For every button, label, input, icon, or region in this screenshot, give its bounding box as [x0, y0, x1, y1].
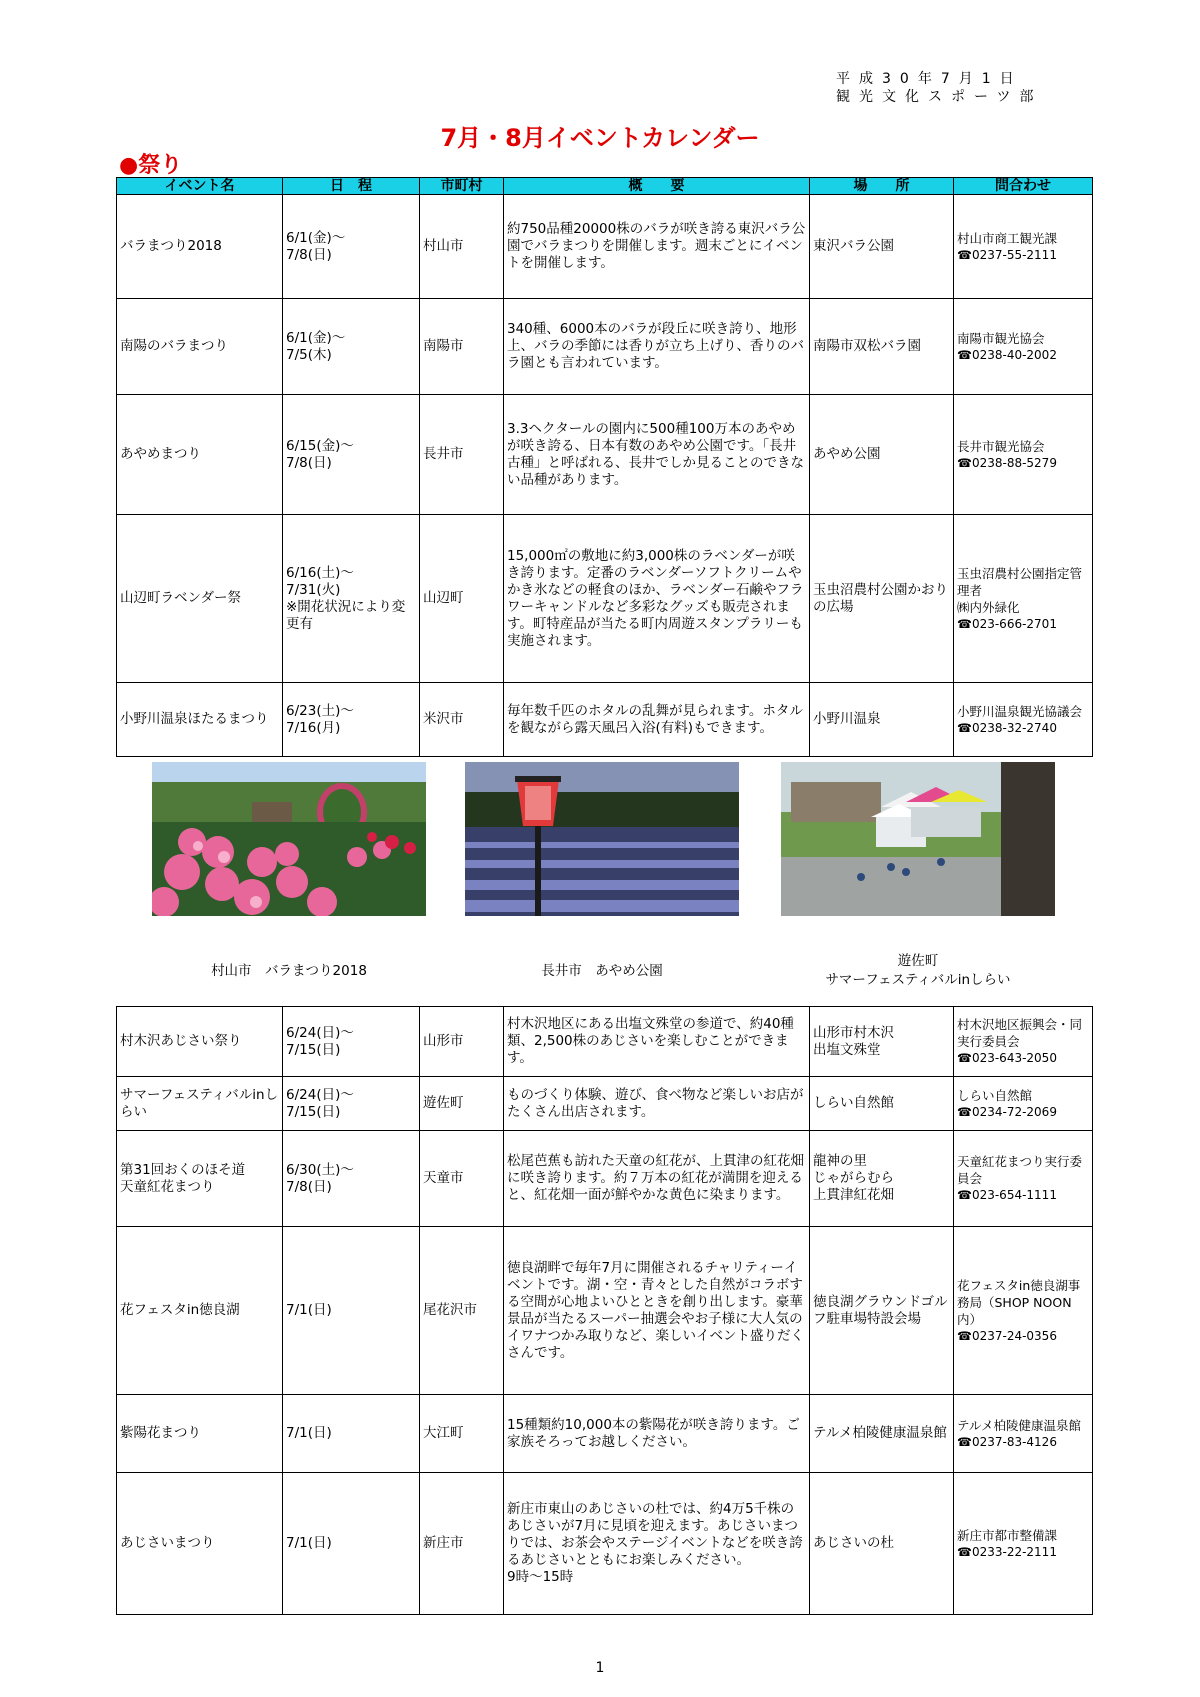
contact-phone: ☎023-643-2050 [957, 1051, 1057, 1065]
event-row [117, 1473, 1093, 1615]
event-date-cell: 7/1(日) [283, 1395, 420, 1473]
contact-name: 村山市商工観光課 [957, 230, 1058, 246]
event-place-cell: 徳良湖グラウンドゴルフ駐車場特設会場 [810, 1227, 954, 1395]
event-row [117, 1077, 1093, 1131]
event-city-cell: 村山市 [420, 195, 504, 299]
issue-date: 平成30年7月1日 [836, 71, 1023, 87]
event-row [117, 395, 1093, 515]
event-contact-cell [954, 1473, 1093, 1615]
event-summary-cell: 340種、6000本のバラが段丘に咲き誇り、地形上、バラの季節には香りが立ち上げり、香りのバラ園とも言われています。 [504, 299, 810, 395]
contact-name: 小野川温泉観光協議会 [957, 703, 1083, 719]
event-summary-cell: 毎年数千匹のホタルの乱舞が見られます。ホタルを観ながら露天風呂入浴(有料)もできます。 [504, 683, 810, 757]
photo-iris-park [465, 762, 739, 916]
department: 観光文化スポーツ部 [836, 89, 1043, 105]
event-contact-cell [954, 1131, 1093, 1227]
event-place-cell: 東沢バラ公園 [810, 195, 954, 299]
contact-phone: ☎023-654-1111 [957, 1188, 1057, 1202]
col-header-place: 場 所 [810, 178, 954, 195]
event-date-cell: 6/16(土)～ 7/31(火) ※開花状況により変更有 [283, 515, 420, 683]
col-header-date: 日 程 [283, 178, 420, 195]
event-summary-cell: 徳良湖畔で毎年7月に開催されるチャリティーイベントです。湖・空・青々とした自然がコラボする空間が心地よいひとときを創り出します。豪華景品が当たるスーパー抽選会やお子様に大人気のイワナつかみ取りなど、楽しいイベント盛りだくさんです。 [504, 1227, 810, 1395]
event-summary-cell: 15,000㎡の敷地に約3,000株のラベンダーが咲き誇ります。定番のラベンダーソフトクリームやかき氷などの軽食のほか、ラベンダー石鹸やフラワーキャンドルなど多彩なグッズも販売されます。町特産品が当たる町内周遊スタンプラリーも実施されます。 [504, 515, 810, 683]
event-name-cell: 小野川温泉ほたるまつり [117, 683, 283, 757]
event-city-cell: 長井市 [420, 395, 504, 515]
event-contact-cell [954, 299, 1093, 395]
photo-summer-festival [781, 762, 1055, 916]
event-place-cell: あじさいの杜 [810, 1473, 954, 1615]
event-summary-cell: ものづくり体験、遊び、食べ物など楽しいお店がたくさん出店されます。 [504, 1077, 810, 1131]
event-summary-cell: 3.3ヘクタールの園内に500種100万本のあやめが咲き誇る、日本有数のあやめ公園です。「長井古種」と呼ばれる、長井でしか見ることのできない品種があります。 [504, 395, 810, 515]
event-date-cell: 6/1(金)～ 7/8(日) [283, 195, 420, 299]
header-date-block [836, 70, 1042, 106]
event-name-cell: バラまつり2018 [117, 195, 283, 299]
contact-name: 長井市観光協会 [957, 438, 1045, 454]
event-row [117, 1227, 1093, 1395]
event-summary-cell: 松尾芭蕉も訪れた天童の紅花が、上貫津の紅花畑に咲き誇ります。約７万本の紅花が満開を迎えると、紅花畑一面が鮮やかな黄色に染まります。 [504, 1131, 810, 1227]
event-date-cell: 7/1(日) [283, 1473, 420, 1615]
event-row [117, 195, 1093, 299]
event-date-cell: 6/23(土)～ 7/16(月) [283, 683, 420, 757]
event-row [117, 299, 1093, 395]
event-date-cell: 6/15(金)～ 7/8(日) [283, 395, 420, 515]
event-place-cell: 南陽市双松バラ園 [810, 299, 954, 395]
event-table-2 [116, 1006, 1093, 1615]
event-contact-cell [954, 1007, 1093, 1077]
event-city-cell: 米沢市 [420, 683, 504, 757]
event-contact-cell [954, 515, 1093, 683]
contact-phone: ☎0237-24-0356 [957, 1328, 1057, 1343]
contact-name: 村木沢地区振興会・同実行委員会 [957, 1017, 1083, 1049]
contact-phone: ☎0234-72-2069 [957, 1104, 1057, 1119]
contact-name: 天童紅花まつり実行委員会 [957, 1154, 1083, 1186]
event-city-cell: 新庄市 [420, 1473, 504, 1615]
col-header-city: 市町村 [420, 178, 504, 195]
event-date-cell: 6/24(日)～ 7/15(日) [283, 1007, 420, 1077]
event-summary-cell: 15種類約10,000本の紫陽花が咲き誇ります。ご家族そろってお越しください。 [504, 1395, 810, 1473]
contact-name: 玉虫沼農村公園指定管理者 ㈱内外緑化 [957, 565, 1083, 615]
event-date-cell: 6/24(日)～ 7/15(日) [283, 1077, 420, 1131]
event-contact-cell [954, 1395, 1093, 1473]
event-place-cell: 玉虫沼農村公園かおりの広場 [810, 515, 954, 683]
event-place-cell: 山形市村木沢 出塩文殊堂 [810, 1007, 954, 1077]
photo-caption-2: 長井市 あやめ公園 [541, 963, 663, 979]
event-date-cell: 6/1(金)～ 7/5(木) [283, 299, 420, 395]
event-contact-cell [954, 1077, 1093, 1131]
event-name-cell: 南陽のバラまつり [117, 299, 283, 395]
contact-name: 新庄市都市整備課 [957, 1527, 1058, 1543]
photo-caption-1: 村山市 バラまつり2018 [211, 963, 367, 979]
contact-phone: ☎0238-40-2002 [957, 347, 1057, 362]
contact-phone: ☎0237-55-2111 [957, 247, 1057, 262]
event-name-cell: あじさいまつり [117, 1473, 283, 1615]
page-number: 1 [595, 1660, 605, 1676]
photo-rose-festival [152, 762, 426, 916]
event-name-cell: 第31回おくのほそ道 天童紅花まつり [117, 1131, 283, 1227]
event-summary-cell: 村木沢地区にある出塩文殊堂の参道で、約40種類、2,500株のあじさいを楽しむことができます。 [504, 1007, 810, 1077]
event-summary-cell: 新庄市東山のあじさいの杜では、約4万5千株のあじさいが7月に見頃を迎えます。あじさいまつりでは、お茶会やステージイベントなどを咲き誇るあじさいとともにお楽しみください。 9時～15時 [504, 1473, 810, 1615]
contact-phone: ☎0238-32-2740 [957, 720, 1057, 735]
event-place-cell: テルメ柏陵健康温泉館 [810, 1395, 954, 1473]
contact-phone: ☎0233-22-2111 [957, 1544, 1057, 1559]
event-contact-cell [954, 1227, 1093, 1395]
event-city-cell: 大江町 [420, 1395, 504, 1473]
event-date-cell: 6/30(土)～ 7/8(日) [283, 1131, 420, 1227]
event-place-cell: 龍神の里 じゃがらむら 上貫津紅花畑 [810, 1131, 954, 1227]
event-date-cell: 7/1(日) [283, 1227, 420, 1395]
event-summary-cell: 約750品種20000株のバラが咲き誇る東沢バラ公園でバラまつりを開催します。週末ごとにイベントを開催します。 [504, 195, 810, 299]
event-city-cell: 山辺町 [420, 515, 504, 683]
event-name-cell: 山辺町ラベンダー祭 [117, 515, 283, 683]
event-table-1 [116, 177, 1093, 757]
section-heading-festival: ●祭り [119, 153, 183, 178]
event-name-cell: 花フェスタin徳良湖 [117, 1227, 283, 1395]
event-city-cell: 遊佐町 [420, 1077, 504, 1131]
contact-name: 花フェスタin徳良湖事務局（SHOP NOON内） [957, 1277, 1081, 1327]
contact-name: 南陽市観光協会 [957, 330, 1045, 346]
photo-strip [0, 762, 1200, 992]
table-header-row [117, 178, 1093, 195]
event-city-cell: 山形市 [420, 1007, 504, 1077]
event-city-cell: 尾花沢市 [420, 1227, 504, 1395]
photo-caption-3: 遊佐町 サマーフェスティバルinしらい [825, 953, 1011, 988]
event-row [117, 1395, 1093, 1473]
event-row [117, 1131, 1093, 1227]
col-header-summary: 概 要 [504, 178, 810, 195]
contact-name: しらい自然館 [957, 1087, 1033, 1103]
event-contact-cell [954, 195, 1093, 299]
event-row [117, 515, 1093, 683]
contact-name: テルメ柏陵健康温泉館 [957, 1417, 1082, 1433]
event-name-cell: あやめまつり [117, 395, 283, 515]
event-place-cell: あやめ公園 [810, 395, 954, 515]
event-name-cell: サマーフェスティバルinしらい [117, 1077, 283, 1131]
col-header-event-name: イベント名 [117, 178, 283, 195]
col-header-contact: 問合わせ [954, 178, 1093, 195]
event-row [117, 1007, 1093, 1077]
event-place-cell: 小野川温泉 [810, 683, 954, 757]
event-name-cell: 村木沢あじさい祭り [117, 1007, 283, 1077]
event-contact-cell [954, 395, 1093, 515]
page-title: 7月・8月イベントカレンダー [440, 124, 760, 152]
event-city-cell: 天童市 [420, 1131, 504, 1227]
event-name-cell: 紫陽花まつり [117, 1395, 283, 1473]
contact-phone: ☎0238-88-5279 [957, 455, 1057, 470]
event-place-cell: しらい自然館 [810, 1077, 954, 1131]
event-row [117, 683, 1093, 757]
event-contact-cell [954, 683, 1093, 757]
contact-phone: ☎023-666-2701 [957, 616, 1057, 631]
event-city-cell: 南陽市 [420, 299, 504, 395]
contact-phone: ☎0237-83-4126 [957, 1434, 1057, 1449]
